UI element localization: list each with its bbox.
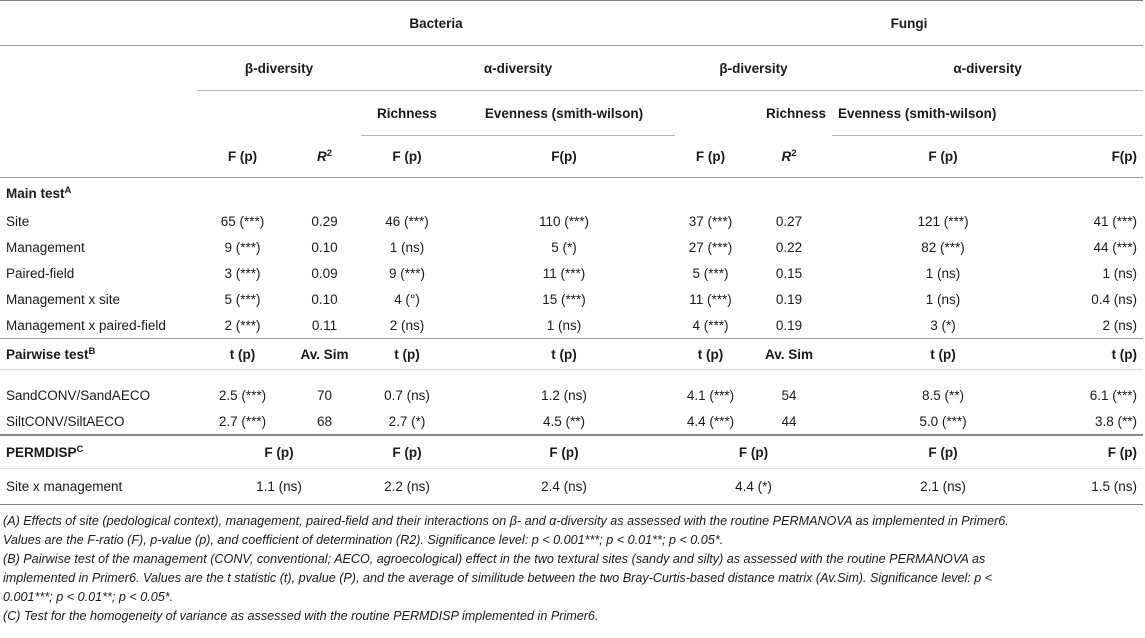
pairwise-header: t (p) xyxy=(453,339,675,370)
header-row-indices xyxy=(0,91,1143,136)
table-cell: 1 (ns) xyxy=(389,239,425,255)
header-empty-cell xyxy=(288,91,361,136)
header-empty-cell xyxy=(197,91,288,136)
r2-superscript: 2 xyxy=(791,147,797,159)
table-cell: 4.5 (**) xyxy=(453,408,675,435)
table-cell: 110 (***) xyxy=(539,213,590,229)
table-row xyxy=(0,312,1143,339)
table-cell: 0.19 xyxy=(746,312,832,339)
header-stat-fp2: F(p) xyxy=(1054,136,1143,178)
table-cell: 1 (ns) xyxy=(1102,265,1138,281)
table-cell: 6.1 (***) xyxy=(1089,387,1138,403)
table-row xyxy=(0,260,1143,286)
header-empty-cell xyxy=(675,91,746,136)
header-fungi-alpha: α-diversity xyxy=(832,46,1143,91)
table-cell: 0.10 xyxy=(311,291,338,307)
table-cell: 65 (***) xyxy=(220,213,265,229)
r2-superscript: 2 xyxy=(326,147,333,159)
footnote-line: 0.001***; p < 0.01**; p < 0.05*. xyxy=(3,590,174,604)
table-row xyxy=(0,208,1143,234)
table-cell: 4.4 (***) xyxy=(675,408,746,435)
header-stat-fp: F (p) xyxy=(197,136,288,178)
table-cell: 2 (ns) xyxy=(361,312,453,339)
table-cell: 0.15 xyxy=(775,265,803,281)
pairwise-header: t (p) xyxy=(197,339,288,370)
table-cell: 121 (***) xyxy=(917,213,969,229)
header-stat-fp: F (p) xyxy=(361,136,453,178)
table-row xyxy=(0,286,1143,312)
table-cell: 1.5 (ns) xyxy=(1054,469,1143,505)
table-cell: 27 (***) xyxy=(688,239,733,255)
table-cell: 0.4 (ns) xyxy=(1091,291,1138,307)
table-cell: 70 xyxy=(316,387,333,403)
section-main-test-label: Main test$^A$ xyxy=(6,184,72,201)
permdisp-header: F (p) xyxy=(197,435,361,469)
row-label: Site xyxy=(6,213,30,229)
table-cell: 2.2 (ns) xyxy=(361,469,453,505)
table-cell: 54 xyxy=(781,387,797,403)
header-bacteria-richness: Richness xyxy=(361,91,453,136)
table-cell: 4 (°) xyxy=(394,291,420,307)
pairwise-header: Av. Sim xyxy=(746,339,832,370)
row-label: Management xyxy=(6,239,85,255)
header-bacteria: Bacteria xyxy=(197,1,675,46)
header-stat-r2 xyxy=(288,136,361,178)
table-cell: 15 (***) xyxy=(542,291,586,307)
table-cell: 5 (*) xyxy=(551,239,577,255)
pairwise-header: t (p) xyxy=(1054,339,1143,370)
header-bacteria-beta: β-diversity xyxy=(197,46,361,91)
table-cell: 68 xyxy=(288,408,361,435)
table-cell: 8.5 (**) xyxy=(922,387,965,403)
spacer-row xyxy=(0,370,1143,383)
table-cell: 0.22 xyxy=(775,239,803,255)
header-stat-r2 xyxy=(746,136,832,178)
table-cell: 9 (***) xyxy=(224,239,261,255)
table-cell: 2.7 (***) xyxy=(197,408,288,435)
table-cell: 3 (***) xyxy=(224,265,261,281)
pairwise-header: t (p) xyxy=(832,339,1054,370)
table-cell: 5.0 (***) xyxy=(832,408,1054,435)
table-cell: 2 (***) xyxy=(197,312,288,339)
permdisp-header: F (p) xyxy=(361,435,453,469)
section-pairwise-test-label: Pairwise test$^B$ xyxy=(0,339,197,370)
table-cell: 3.8 (**) xyxy=(1054,408,1143,435)
header-stat-fp: F (p) xyxy=(832,136,1054,178)
table-cell: 1.1 (ns) xyxy=(197,469,361,505)
pairwise-header: Av. Sim xyxy=(288,339,361,370)
table-cell: 0.19 xyxy=(775,291,803,307)
permdisp-header: F (p) xyxy=(1054,435,1143,469)
table-cell: 2 (ns) xyxy=(1054,312,1143,339)
pairwise-header: t (p) xyxy=(361,339,453,370)
header-row-diversity xyxy=(0,46,1143,91)
header-bacteria-evenness: Evenness (smith-wilson) xyxy=(453,91,675,136)
header-fungi-richness: Richness xyxy=(766,105,827,121)
table-cell: 4.4 (*) xyxy=(675,469,832,505)
row-label: SandCONV/SandAECO xyxy=(6,387,151,403)
table-cell: 44 (***) xyxy=(1093,239,1138,255)
table-cell: 2.7 (*) xyxy=(361,408,453,435)
table-cell: 4.1 (***) xyxy=(686,387,735,403)
permdisp-header: F (p) xyxy=(675,435,832,469)
table-cell: 46 (***) xyxy=(385,213,429,229)
table-cell: 1 (ns) xyxy=(925,291,961,307)
row-label: Paired-field xyxy=(6,265,75,281)
table-cell: 2.1 (ns) xyxy=(832,469,1054,505)
footnote-line: (A) Effects of site (pedological context), management, paired-field and their interactions on β- and α-diversity as assessed with the routine PERMANOVA as implemented in Primer6. xyxy=(3,514,1009,528)
table-cell: 11 (***) xyxy=(689,291,732,307)
table-footnotes xyxy=(3,512,1143,626)
header-empty-cell xyxy=(0,1,197,46)
header-fungi: Fungi xyxy=(675,1,1143,46)
r2-letter: R xyxy=(781,148,792,164)
table-cell: 0.11 xyxy=(288,312,361,339)
section-pairwise-test xyxy=(0,339,1143,370)
header-row-stats xyxy=(0,136,1143,178)
table-cell: 11 (***) xyxy=(542,265,586,281)
section-main-test xyxy=(0,178,1143,209)
table-cell: 4 (***) xyxy=(675,312,746,339)
header-fungi-beta: β-diversity xyxy=(675,46,832,91)
table-row xyxy=(0,469,1143,505)
section-permdisp xyxy=(0,435,1143,469)
table-cell: 0.7 (ns) xyxy=(384,387,430,403)
table-cell: 1.2 (ns) xyxy=(541,387,587,403)
header-empty-cell xyxy=(0,136,197,178)
footnote-line: (C) Test for the homogeneity of variance as assessed with the routine PERMDISP implemented in Primer6. xyxy=(3,609,599,623)
table-cell: 2.4 (ns) xyxy=(453,469,675,505)
row-label: Management x paired-field xyxy=(0,312,197,339)
table-cell: 0.10 xyxy=(311,239,338,255)
table-cell: 5 (***) xyxy=(692,265,729,281)
header-stat-fp2: F(p) xyxy=(453,136,675,178)
table-cell: 2.5 (***) xyxy=(218,387,267,403)
header-fungi-evenness: Evenness (smith-wilson) xyxy=(832,91,1143,136)
footnote-line: (B) Pairwise test of the management (CONV, conventional; AECO, agroecological) effect in the two textural sites (sandy and silty) as assessed with the routine PERMANOVA as xyxy=(3,552,986,566)
table-cell: 0.09 xyxy=(311,265,338,281)
section-permdisp-label: $PERMDISP^C$ xyxy=(0,435,197,469)
table-row xyxy=(0,382,1143,408)
table-cell: 3 (*) xyxy=(832,312,1054,339)
table-cell: 41 (***) xyxy=(1093,213,1138,229)
row-label: Management x site xyxy=(6,291,121,307)
table-cell: 37 (***) xyxy=(688,213,733,229)
table-row xyxy=(0,408,1143,435)
table-cell: 0.29 xyxy=(311,213,338,229)
table-cell: 1 (ns) xyxy=(453,312,675,339)
table-cell: 82 (***) xyxy=(921,239,965,255)
table-cell: 44 xyxy=(746,408,832,435)
header-empty-cell xyxy=(0,91,197,136)
table-row xyxy=(0,234,1143,260)
table-cell: 1 (ns) xyxy=(925,265,961,281)
footnote-line: implemented in Primer6. Values are the t statistic (t), pvalue (P), and the average of similitude between the two Bray-Curtis-based distance matrix (Av.Sim). Significance level: p < xyxy=(3,571,993,585)
footnote-line: Values are the F-ratio (F), p-value (p), and coefficient of determination (R2). Significance level: p < 0.001***; p < 0.01**; p < 0.05*. xyxy=(3,533,724,547)
table-cell: 0.27 xyxy=(775,213,803,229)
pairwise-header: t (p) xyxy=(675,339,746,370)
header-row-groups xyxy=(0,1,1143,46)
table-cell: 9 (***) xyxy=(388,265,425,281)
table-cell: 5 (***) xyxy=(224,291,261,307)
permdisp-header: F (p) xyxy=(453,435,675,469)
header-bacteria-alpha: α-diversity xyxy=(361,46,675,91)
permdisp-header: F (p) xyxy=(832,435,1054,469)
header-stat-fp: F (p) xyxy=(675,136,746,178)
row-label: SiltCONV/SiltAECO xyxy=(0,408,197,435)
header-empty-cell xyxy=(0,46,197,91)
row-label: Site x management xyxy=(0,469,197,505)
r2-letter: R xyxy=(316,148,327,164)
